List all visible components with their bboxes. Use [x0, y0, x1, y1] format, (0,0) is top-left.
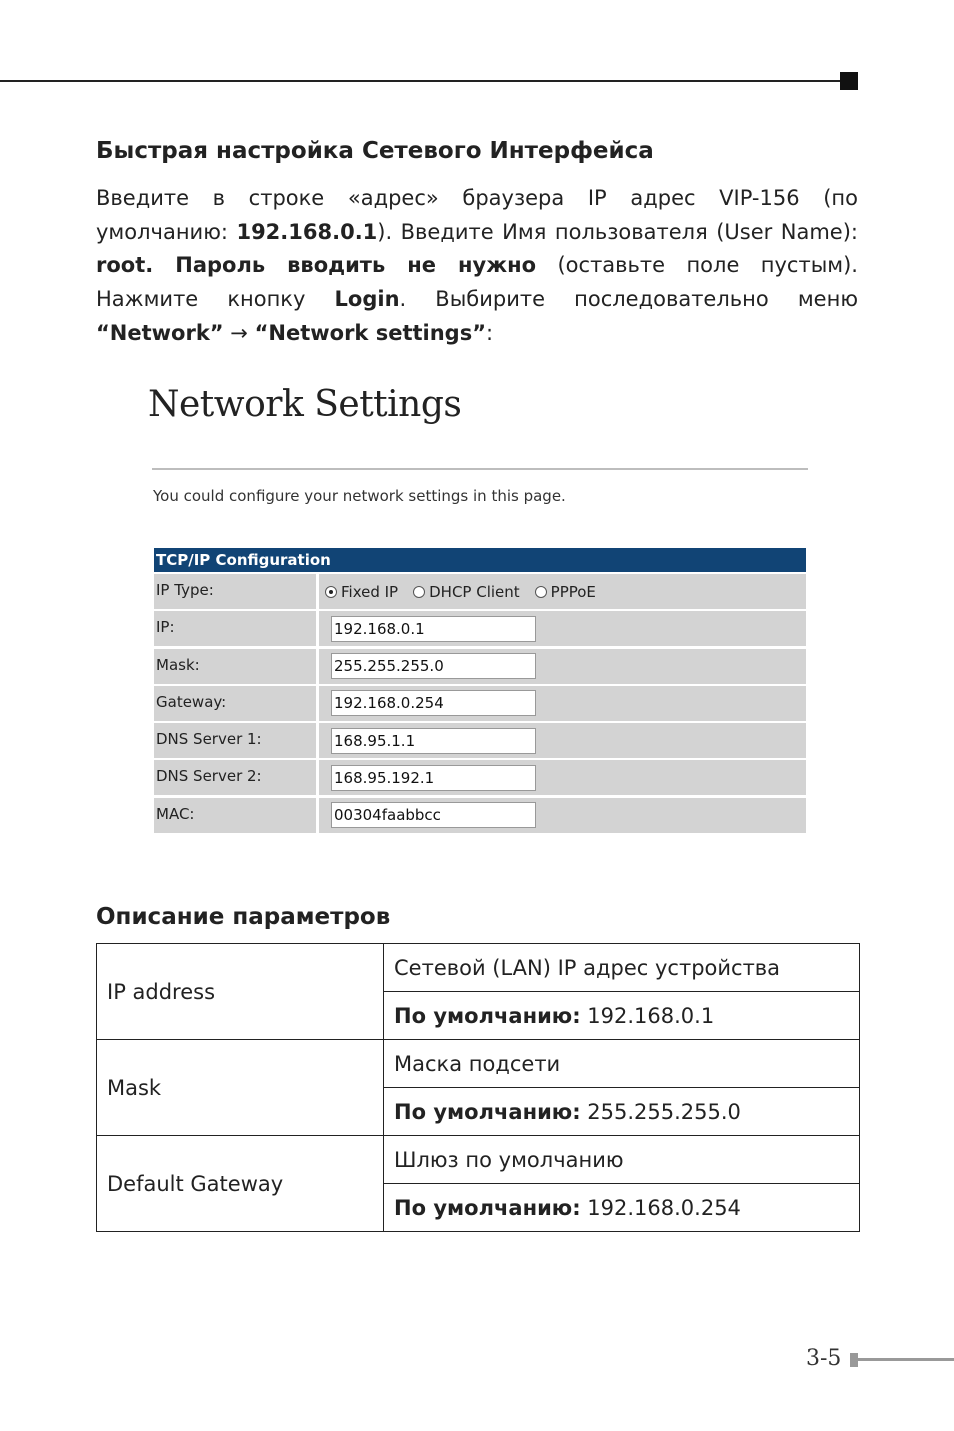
param-default [384, 992, 860, 1040]
params-table [96, 943, 860, 1232]
radio-label: DHCP Client [429, 582, 520, 601]
radio-dhcp-client[interactable] [413, 583, 520, 601]
mac-label: MAC: [154, 798, 316, 833]
table-row [97, 1136, 860, 1184]
page-number-block [850, 1353, 858, 1367]
section-heading: Быстрая настройка Сетевого Интерфейса [96, 138, 654, 164]
ip-input[interactable]: 192.168.0.1 [331, 616, 536, 642]
ip-row [154, 611, 806, 646]
mask-label: Mask: [154, 649, 316, 684]
radio-label: Fixed IP [341, 582, 399, 601]
intro-arrow: → [223, 320, 255, 345]
intro-menu2-bold: “Network settings” [254, 320, 486, 345]
ip-type-options [319, 574, 806, 609]
page-number: 3-5 [806, 1346, 842, 1371]
param-description: Шлюз по умолчанию [384, 1136, 860, 1184]
param-description: Маска подсети [384, 1040, 860, 1088]
default-label: По умолчанию: [394, 1003, 581, 1028]
dns-server-1-label: DNS Server 1: [154, 723, 316, 758]
default-value: 255.255.255.0 [580, 1099, 741, 1124]
gateway-input[interactable]: 192.168.0.254 [331, 690, 536, 716]
network-settings-title: Network Settings [148, 384, 462, 425]
ip-type-row [154, 574, 806, 609]
ip-type-label: IP Type: [154, 574, 316, 609]
gateway-label: Gateway: [154, 686, 316, 721]
dns-server-2-label: DNS Server 2: [154, 760, 316, 795]
dns-server-1-row [154, 723, 806, 758]
param-default [384, 1184, 860, 1232]
radio-circle-icon[interactable] [535, 586, 547, 598]
title-divider [152, 468, 808, 470]
intro-menu1-bold: “Network” [96, 320, 224, 345]
tcp-ip-config-header: TCP/IP Configuration [154, 548, 806, 572]
network-settings-description: You could configure your network settings in this page. [153, 487, 566, 505]
radio-pppoe[interactable] [535, 583, 596, 601]
intro-text-2: ). Введите Имя пользователя (User Name): [377, 219, 858, 244]
top-rule [0, 80, 842, 82]
radio-circle-selected-icon[interactable] [325, 586, 337, 598]
ip-label: IP: [154, 611, 316, 646]
dns-server-2-row [154, 760, 806, 795]
default-value: 192.168.0.1 [580, 1003, 715, 1028]
table-row [97, 1040, 860, 1088]
param-name: Default Gateway [97, 1136, 384, 1232]
intro-user-bold: root. Пароль вводить не нужно [96, 253, 537, 278]
radio-fixed-ip[interactable] [325, 583, 398, 601]
ip-type-radio-group [325, 583, 611, 601]
intro-text-4: . Выбирите последовательно меню [399, 287, 858, 312]
default-label: По умолчанию: [394, 1195, 581, 1220]
radio-circle-icon[interactable] [413, 586, 425, 598]
top-square-marker [840, 72, 858, 90]
intro-text-5: : [486, 320, 494, 345]
table-row [97, 944, 860, 992]
intro-ip-bold: 192.168.0.1 [236, 219, 378, 244]
radio-label: PPPoE [550, 582, 596, 601]
intro-paragraph [96, 182, 858, 351]
mac-row [154, 798, 806, 833]
params-heading: Описание параметров [96, 904, 391, 930]
default-value: 192.168.0.254 [580, 1195, 741, 1220]
gateway-row [154, 686, 806, 721]
param-name: Mask [97, 1040, 384, 1136]
default-label: По умолчанию: [394, 1099, 581, 1124]
intro-text-3: (оставьте поле пустым). Нажмите кнопку [96, 253, 858, 312]
page-number-line [858, 1358, 954, 1361]
param-name: IP address [97, 944, 384, 1040]
dns-server-1-input[interactable]: 168.95.1.1 [331, 728, 536, 754]
intro-text-1: Введите в строке «адрес» браузера IP адрес VIP-156 (по умолчанию: [96, 186, 858, 244]
dns-server-2-input[interactable]: 168.95.192.1 [331, 765, 536, 791]
tcp-ip-config-form [154, 548, 806, 835]
intro-login-bold: Login [334, 287, 400, 312]
param-description: Сетевой (LAN) IP адрес устройства [384, 944, 860, 992]
mask-row [154, 649, 806, 684]
mac-input[interactable]: 00304faabbcc [331, 802, 536, 828]
param-default [384, 1088, 860, 1136]
mask-input[interactable]: 255.255.255.0 [331, 653, 536, 679]
